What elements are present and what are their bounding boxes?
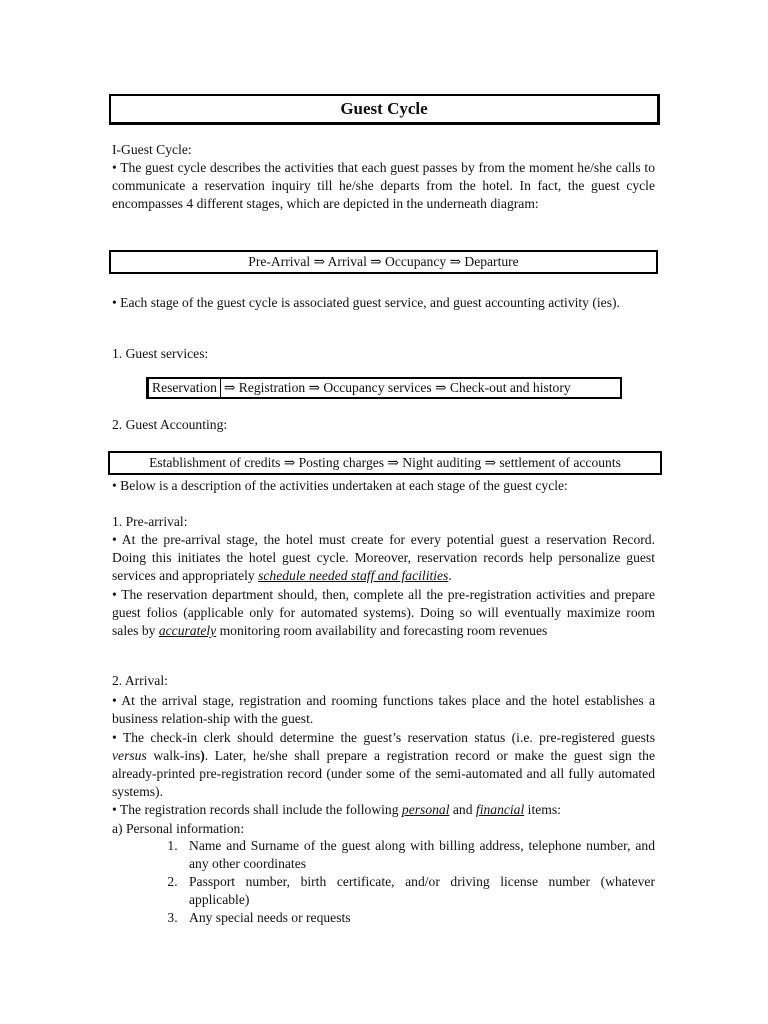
- document-title: Guest Cycle: [109, 94, 660, 125]
- association-paragraph: • Each stage of the guest cycle is associated guest service, and guest accounting activity (ies).: [112, 295, 620, 310]
- arrival-p3-financial: financial: [475, 802, 525, 817]
- intro-paragraph: • The guest cycle describes the activities that each guest passes by from the moment he/she calls to communicate a reservation inquiry till he/she departs from the hotel. In fact, the guest cycle encompasses 4 different stages, which are depicted in the underneath diagram:: [112, 160, 655, 211]
- personal-info-heading: a) Personal information:: [112, 821, 245, 836]
- pre-arrival-p2-emphasis: accurately: [158, 623, 217, 638]
- personal-info-list: [112, 837, 655, 927]
- arrival-p2-mid: walk-ins: [146, 748, 201, 763]
- list-item: 2. Passport number, birth certificate, and/or driving license number (whatever applicable): [181, 873, 655, 909]
- stages-flow-box: [109, 250, 658, 274]
- pre-arrival-heading: 1. Pre-arrival:: [112, 514, 188, 529]
- arrival-paragraph-1: • At the arrival stage, registration and rooming functions takes place and the hotel establishes a business relation-ship with the guest.: [112, 693, 655, 726]
- services-heading: 1. Guest services:: [112, 346, 209, 361]
- accounting-flow-text: Establishment of credits ⇒ Posting charges ⇒ Night auditing ⇒ settlement of accounts: [149, 455, 621, 470]
- pre-arrival-paragraph-2: [112, 586, 655, 640]
- arrival-p2-emphasis: versus: [112, 748, 147, 763]
- pre-arrival-paragraph-1: [112, 531, 655, 585]
- services-flow-first: Reservation: [148, 378, 221, 398]
- arrival-paragraph-2: [112, 729, 655, 801]
- stages-flow-text: Pre-Arrival ⇒ Arrival ⇒ Occupancy ⇒ Departure: [248, 254, 519, 269]
- services-flow-rest: ⇒ Registration ⇒ Occupancy services ⇒ Check-out and history: [223, 380, 571, 395]
- arrival-p2-end: . Later, he/she shall prepare a registration record or make the guest sign the already-printed pre-registration record (under some of the semi-automated and all fully automated systems).: [112, 748, 655, 799]
- arrival-p2-start: • The check-in clerk should determine the guest’s reservation status (i.e. pre-registered guests: [112, 730, 655, 745]
- accounting-flow-box: [108, 451, 662, 475]
- arrival-p3-end: items:: [524, 802, 561, 817]
- arrival-p3-mid: and: [449, 802, 476, 817]
- description-paragraph: • Below is a description of the activities undertaken at each stage of the guest cycle:: [112, 478, 568, 493]
- accounting-heading: 2. Guest Accounting:: [112, 417, 228, 432]
- intro-heading: I-Guest Cycle:: [112, 142, 192, 157]
- arrival-p3-start: • The registration records shall include the following: [112, 802, 402, 817]
- arrival-heading: 2. Arrival:: [112, 673, 168, 688]
- arrival-paragraph-3: [112, 801, 655, 819]
- pre-arrival-p2-end: monitoring room availability and forecasting room revenues: [216, 623, 548, 638]
- arrival-p3-personal: personal: [401, 802, 450, 817]
- pre-arrival-p2-start: • The reservation department should, then, complete all the pre-registration activities and prepare guest folios (applicable only for automated systems). Doing so will eventually maximize room sales by: [112, 587, 655, 638]
- pre-arrival-p1-end: .: [448, 568, 452, 583]
- arrival-p2-bold: ): [200, 748, 205, 763]
- list-item: 3. Any special needs or requests: [181, 909, 655, 927]
- pre-arrival-p1-text: • At the pre-arrival stage, the hotel must create for every potential guest a reservation Record. Doing this initiates the hotel guest cycle. Moreover, reservation records help personalize guest services and appropriately: [112, 532, 655, 583]
- services-flow-box: [146, 377, 622, 399]
- pre-arrival-p1-emphasis: schedule needed staff and facilities: [258, 568, 449, 583]
- list-item: 1. Name and Surname of the guest along with billing address, telephone number, and any other coordinates: [181, 837, 655, 873]
